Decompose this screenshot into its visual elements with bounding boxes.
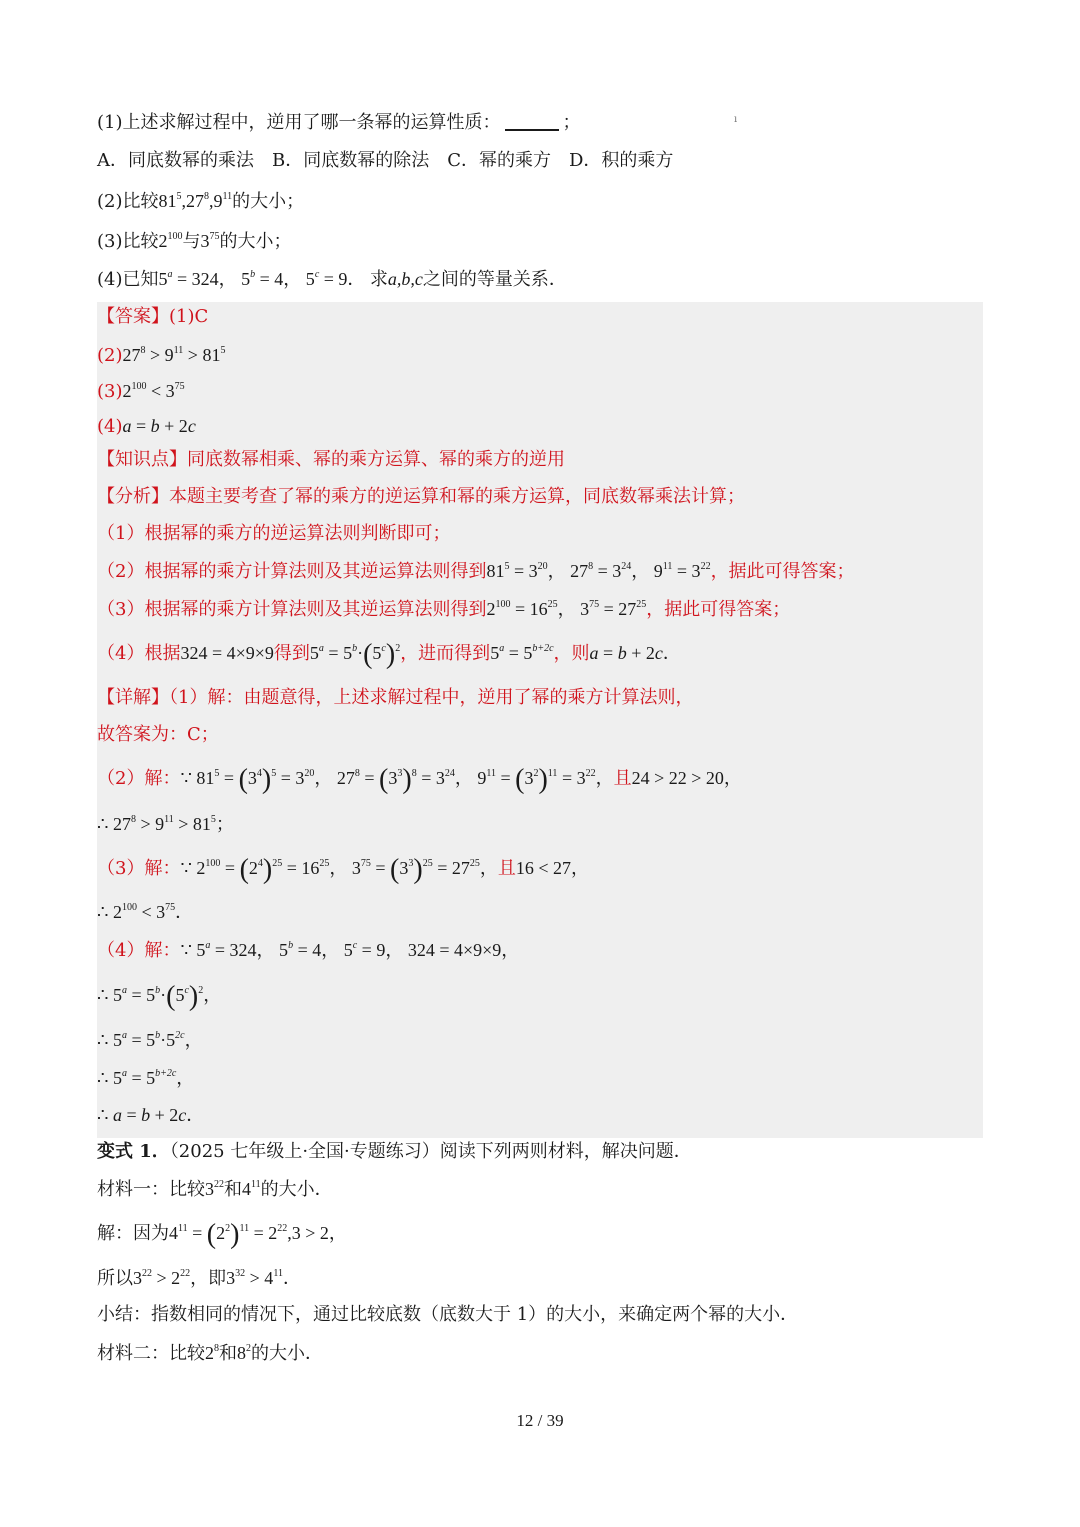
summary-line: 小结：指数相同的情况下，通过比较底数（底数大于 1）的大小，来确定两个幂的大小．	[97, 1304, 799, 1325]
answer-2-math: $27^8 > 9^{11} > 81^5$	[122, 345, 226, 365]
answer-2: $(2)27^8 > 9^{11} > 81^5$	[97, 345, 226, 366]
answer-shaded-block	[97, 302, 983, 1138]
material-1-math-a: $3^{22}$	[205, 1179, 224, 1199]
detail-4-math: ∵ $5^a = 324$， $5^b = 4$， $5^c = 9$， 324 = 4×9×9，	[180, 940, 520, 960]
answer-4-math: a = b + 2c	[122, 416, 196, 436]
detail-3: （3）解：∵ $2^{100} = (2^4)^{25} = 16^{25}$， $3^{75} = (3^3)^{25} = 27^{25}$，且16 < 27，	[97, 854, 589, 885]
variant-title: 变式 1．（2025 七年级上·全国·专题练习）阅读下列两则材料，解决问题．	[97, 1141, 692, 1162]
detail-4-step1: ∴ $5^a = 5^b\cdot(5^c)^2$，	[97, 981, 222, 1012]
detail-4-conclusion: ∴ a = b + 2c．	[97, 1105, 205, 1125]
analysis-4-math-c: $5^a = 5^{b+2c}$	[490, 643, 554, 663]
analysis-3: （3）根据幂的乘方计算法则及其逆运算法则得到$2^{100} = 16^{25}$， $3^{75} = 27^{25}$，据此可得答案；	[97, 599, 791, 620]
answer-blank	[505, 111, 559, 131]
detail-4-step2: ∴ $5^a = 5^b\cdot 5^{2c}$，	[97, 1030, 203, 1050]
corner-mark: ı	[734, 114, 738, 125]
detail-2-math: ∵ $81^5 = (3^4)^5 = 3^{20}$， $27^8 = (3^3)^8 = 3^{24}$， $9^{11} = (3^2)^{11} = 3^{22}$，	[180, 764, 614, 795]
analysis-2: （2）根据幂的乘方计算法则及其逆运算法则得到$81^5 = 3^{20}$， $27^8 = 3^{24}$， $9^{11} = 3^{22}$，据此可得答案；	[97, 561, 855, 582]
page-number: 12 / 39	[516, 1411, 564, 1430]
material-1-so: 所以$3^{22} > 2^{22}$，即$3^{32} > 4^{11}$．	[97, 1268, 301, 1289]
question-options: A．同底数幂的乘法 B．同底数幂的除法 C．幂的乘方 D．积的乘方	[97, 150, 674, 171]
analysis-4: （4）根据324 = 4×9×9得到$5^a = 5^b\cdot(5^c)^2$，进而得到$5^a = 5^{b+2c}$，则a = b + 2c．	[97, 639, 681, 670]
q2-math: $81^5,27^8,9^{11}$	[158, 191, 233, 211]
material-2-math-a: $2^8$	[205, 1343, 219, 1363]
question-1: (1)上述求解过程中，逆用了哪一条幂的运算性质： ；	[97, 112, 581, 133]
detail-2-compare: 24 > 22 > 20，	[631, 768, 742, 788]
analysis-intro: 【分析】本题主要考查了幂的乘方的逆运算和幂的乘方运算，同底数幂乘法计算；	[97, 486, 745, 507]
answer-4: (4)a = b + 2c	[97, 416, 196, 437]
q4-vars: a,b,c	[387, 269, 423, 289]
detail-4-step3: ∴ $5^a = 5^{b+2c}$，	[97, 1068, 195, 1088]
detail-2-conclusion: ∴ $27^8 > 9^{11} > 81^5$；	[97, 814, 234, 834]
material-1: 材料一：比较$3^{22}$和$4^{11}$的大小．	[97, 1179, 333, 1200]
analysis-1: （1）根据幂的乘方的逆运算法则判断即可；	[97, 523, 451, 544]
detail-4: （4）解：∵ $5^a = 324$， $5^b = 4$， $5^c = 9$， 324 = 4×9×9，	[97, 940, 520, 961]
material-2-math-b: $8^2$	[237, 1343, 251, 1363]
answer-1: 【答案】(1)C	[97, 306, 209, 327]
answer-3: $(3)2^{100} < 3^{75}$	[97, 381, 185, 402]
q3-math-b: $3^{75}$	[200, 231, 220, 251]
material-2: 材料二：比较$2^8$和$8^2$的大小．	[97, 1343, 323, 1364]
question-4: (4)已知$5^a = 324$， $5^b = 4$， $5^c = 9$． 求a,b,c之间的等量关系．	[97, 269, 567, 290]
detail-3-compare: 16 < 27，	[515, 858, 589, 878]
material-1-so-math-b: $3^{32} > 4^{11}$．	[226, 1268, 301, 1288]
material-1-math-b: $4^{11}$	[242, 1179, 261, 1199]
material-1-so-math-a: $3^{22} > 2^{22}$	[133, 1268, 191, 1288]
detail-3-math: ∵ $2^{100} = (2^4)^{25} = 16^{25}$， $3^{75} = (3^3)^{25} = 27^{25}$，	[180, 854, 498, 885]
knowledge-line: 【知识点】同底数幂相乘、幂的乘方运算、幂的乘方的逆用	[97, 449, 565, 470]
question-3: (3)比较$2^{100}$与$3^{75}$的大小；	[97, 231, 292, 252]
analysis-4-math-a: 324 = 4×9×9	[180, 643, 274, 663]
analysis-3-math: $2^{100} = 16^{25}$， $3^{75} = 27^{25}$	[486, 599, 647, 619]
detail-2: （2）解：∵ $81^5 = (3^4)^5 = 3^{20}$， $27^8 = (3^3)^8 = 3^{24}$， $9^{11} = (3^2)^{11} = 3^{22}$，且24 > 22 > 20，	[97, 764, 742, 795]
analysis-4-math-d: a = b + 2c．	[589, 643, 681, 663]
material-1-solution: 解：因为$4^{11} = (2^2)^{11} = 2^{22},3 > 2$，	[97, 1219, 347, 1250]
detail-3-conclusion: ∴ $2^{100} < 3^{75}$．	[97, 902, 194, 922]
q3-math-a: $2^{100}$	[158, 231, 183, 251]
question-2: (2)比较$81^5,27^8,9^{11}$的大小；	[97, 191, 305, 212]
analysis-4-math-b: $5^a = 5^b\cdot(5^c)^2$	[309, 639, 401, 670]
detail-1: 【详解】（1）解：由题意得，上述求解过程中，逆用了幂的乘方计算法则，	[97, 687, 694, 708]
analysis-2-math: $81^5 = 3^{20}$， $27^8 = 3^{24}$， $9^{11} = 3^{22}$	[486, 561, 711, 581]
q4-math: $5^a = 324$， $5^b = 4$， $5^c = 9$．	[158, 269, 370, 289]
answer-3-math: $2^{100} < 3^{75}$	[122, 381, 185, 401]
detail-1b: 故答案为：C；	[97, 724, 219, 745]
material-1-solution-math: $4^{11} = (2^2)^{11} = 2^{22},3 > 2$，	[169, 1219, 347, 1250]
